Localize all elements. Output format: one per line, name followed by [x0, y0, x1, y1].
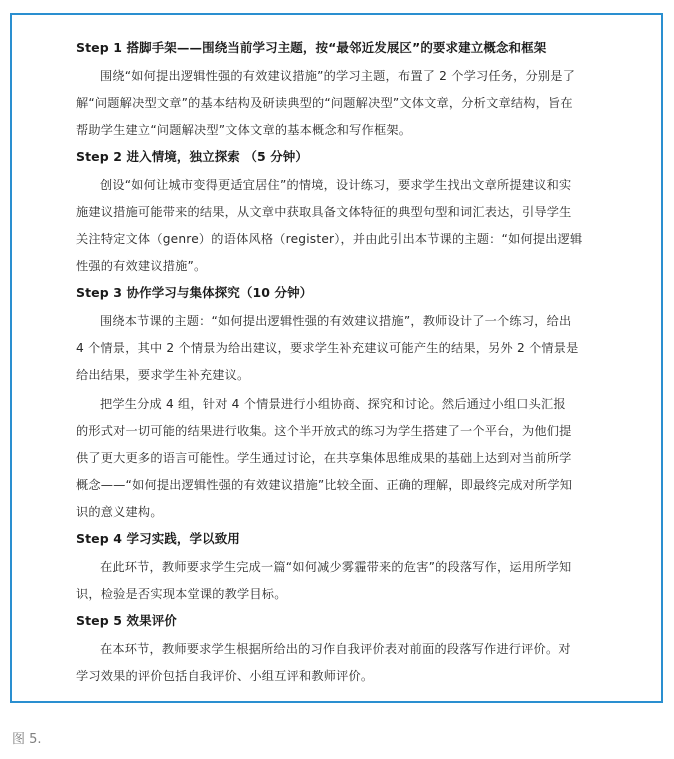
- paragraph-line: 创设“如何让城市变得更适宜居住”的情境，设计练习，要求学生找出文章所提建议和实: [100, 178, 572, 192]
- paragraph-line: 4 个情景，其中 2 个情景为给出建议，要求学生补充建议可能产生的结果，另外 2 个情景是: [76, 341, 579, 355]
- step-section: [76, 146, 616, 280]
- step-heading: Step 4 学习实践，学以致用: [76, 531, 240, 546]
- paragraph-line: 识，检验是否实现本堂课的教学目标。: [76, 587, 287, 601]
- step-paragraph: [76, 391, 616, 526]
- step-paragraph: [76, 554, 616, 608]
- step-heading: Step 1 搭脚手架——围绕当前学习主题，按“最邻近发展区”的要求建立概念和框架: [76, 40, 547, 55]
- paragraph-line: 围绕“如何提出逻辑性强的有效建议措施”的学习主题，布置了 2 个学习任务，分别是了: [100, 69, 576, 83]
- paragraph-line: 概念——“如何提出逻辑性强的有效建议措施”比较全面、正确的理解，即最终完成对所学知: [76, 478, 573, 492]
- step-heading: Step 5 效果评价: [76, 613, 177, 628]
- step-section: [76, 528, 616, 608]
- paragraph-line: 解“问题解决型文章”的基本结构及研读典型的“问题解决型”文体文章，分析文章结构，旨在: [76, 96, 573, 110]
- step-paragraph: [76, 63, 616, 144]
- paragraph-line: 识的意义建构。: [76, 505, 163, 519]
- paragraph-line: 的形式对一切可能的结果进行收集。这个半开放式的练习为学生搭建了一个平台，为他们提: [76, 424, 572, 438]
- step-section: [76, 37, 616, 144]
- step-paragraph: [76, 308, 616, 389]
- paragraph-line: 给出结果，要求学生补充建议。: [76, 368, 250, 382]
- paragraph-line: 关注特定文体（genre）的语体风格（register），并由此引出本节课的主题：“如何提出逻辑: [76, 232, 583, 246]
- paragraph-line: 围绕本节课的主题：“如何提出逻辑性强的有效建议措施”，教师设计了一个练习，给出: [100, 314, 572, 328]
- step-section: [76, 610, 616, 690]
- paragraph-line: 在此环节，教师要求学生完成一篇“如何减少雾霾带来的危害”的段落写作，运用所学知: [100, 560, 572, 574]
- step-section: [76, 282, 616, 526]
- paragraph-line: 帮助学生建立“问题解决型”文体文章的基本概念和写作框架。: [76, 123, 412, 137]
- step-heading: Step 3 协作学习与集体探究（10 分钟）: [76, 285, 313, 300]
- document-frame: [10, 13, 663, 703]
- figure-caption: 图 5.: [12, 732, 42, 747]
- step-paragraph: [76, 172, 616, 280]
- paragraph-line: 学习效果的评价包括自我评价、小组互评和教师评价。: [76, 669, 374, 683]
- paragraph-line: 性强的有效建议措施”。: [76, 259, 207, 273]
- paragraph-line: 在本环节，教师要求学生根据所给出的习作自我评价表对前面的段落写作进行评价。对: [100, 642, 571, 656]
- paragraph-line: 供了更大更多的语言可能性。学生通过讨论，在共享集体思维成果的基础上达到对当前所学: [76, 451, 572, 465]
- step-paragraph: [76, 636, 616, 690]
- document-content: [76, 37, 616, 690]
- paragraph-line: 施建议措施可能带来的结果，从文章中获取具备文体特征的典型句型和词汇表达，引导学生: [76, 205, 572, 219]
- step-heading: Step 2 进入情境，独立探索 （5 分钟）: [76, 149, 309, 164]
- paragraph-line: 把学生分成 4 组，针对 4 个情景进行小组协商、探究和讨论。然后通过小组口头汇报: [100, 397, 566, 411]
